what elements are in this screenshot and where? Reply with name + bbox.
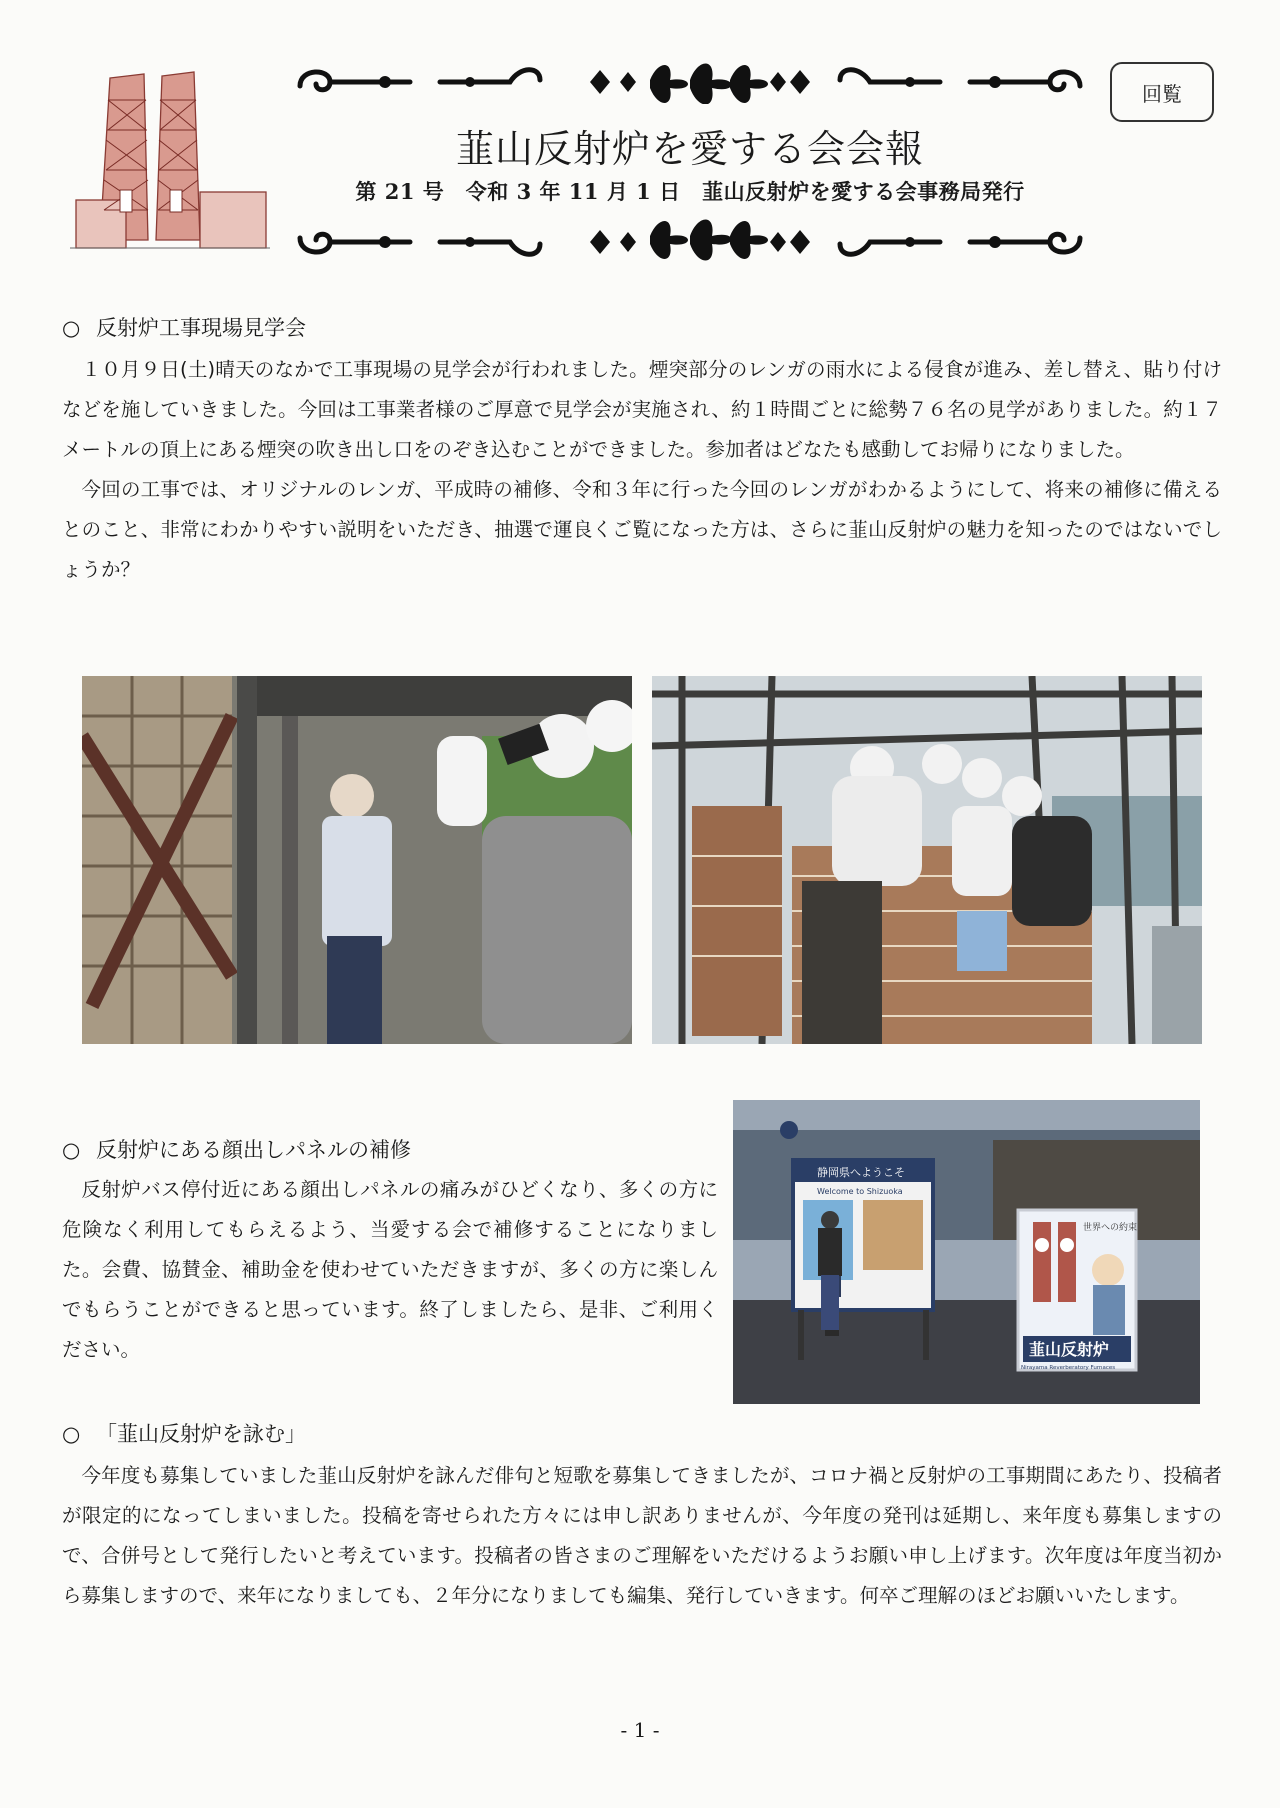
ornament-divider-icon — [290, 218, 1090, 264]
section-heading-text: 反射炉工事現場見学会 — [96, 316, 306, 340]
paragraph: 今年度も募集していました韮山反射炉を詠んだ俳句と短歌を募集してきましたが、コロナ禍と反射炉の工事期間にあたり、投稿者が限定的になってしまいました。投稿を寄せられた方々には申し訳ありませんが、今年度の発刊は延期し、来年度も募集しますので、合併号として発行したいと考えています。投稿者の皆さまのご理解をいただけるようお願い申し上げます。次年度は年度当初から募集しますので、来年になりましても、２年分になりましても編集、発行していきます。何卒ご理解のほどお願いいたします。 — [62, 1464, 1222, 1607]
info-icon — [780, 1121, 798, 1139]
welcome-sign-en: Welcome to Shizuoka — [817, 1187, 903, 1196]
section-body-poetry — [62, 1456, 1222, 1616]
paragraph: 今回の工事では、オリジナルのレンガ、平成時の補修、令和３年に行った今回のレンガがわかるようにして、将来の補修に備えるとのこと、非常にわかりやすい説明をいただき、抽選で運良くご覧になった方は、さらに韮山反射炉の魅力を知ったのではないでしょうか？ — [62, 478, 1222, 581]
section-heading-text: 「韮山反射炉を詠む」 — [96, 1422, 306, 1446]
ornament-divider-icon — [290, 58, 1090, 104]
bullet-mark: ○ — [62, 1422, 81, 1446]
photo-chimney-top — [652, 676, 1202, 1044]
issue-info: 第 21 号 令和 3 年 11 月 1 日 韮山反射炉を愛する会事務局発行 — [355, 179, 1025, 204]
section-heading-site-tour — [62, 312, 306, 342]
paragraph: １０月９日(土)晴天のなかで工事現場の見学会が行われました。煙突部分のレンガの雨水による侵食が進み、差し替え、貼り付けなどを施していきました。今回は工事業者様のご厚意で見学会が実施され、約１時間ごとに総勢７６名の見学がありました。約１７メートルの頂上にある煙突の吹き出し口をのぞき込むことができました。参加者はどなたも感動してお帰りになりました。 — [62, 358, 1222, 461]
circulation-badge: 回覧 — [1110, 62, 1214, 122]
section-heading-panel-repair — [62, 1134, 411, 1164]
face-panel-name: 韮山反射炉 — [1029, 1340, 1110, 1359]
face-panel-caption: 世界への約束 — [1083, 1223, 1138, 1233]
section-body-site-tour — [62, 350, 1222, 590]
welcome-sign-text: 静岡県へようこそ — [817, 1166, 905, 1179]
bullet-mark: ○ — [62, 1138, 81, 1162]
section-body-panel-repair — [62, 1170, 718, 1370]
newsletter-title: 韮山反射炉を愛する会会報 — [455, 127, 924, 171]
section-heading-poetry — [62, 1418, 306, 1448]
photo-face-panel — [733, 1100, 1200, 1404]
face-panel-subtitle: Nirayama Reverberatory Furnaces — [1021, 1365, 1116, 1371]
section-heading-text: 反射炉にある顔出しパネルの補修 — [96, 1138, 411, 1162]
page-number: - 1 - — [620, 1718, 660, 1742]
bullet-mark: ○ — [62, 316, 81, 340]
paragraph: 反射炉バス停付近にある顔出しパネルの痛みがひどくなり、多くの方に危険なく利用してもらえるよう、当愛する会で補修することになりました。会費、協賛金、補助金を使わせていただきますが、多くの方に楽しんでもらうことができると思っています。終了しましたら、是非、ご利用ください。 — [62, 1178, 718, 1361]
tower-illustration-icon — [70, 70, 270, 260]
photo-scaffolding-visitors — [82, 676, 632, 1044]
